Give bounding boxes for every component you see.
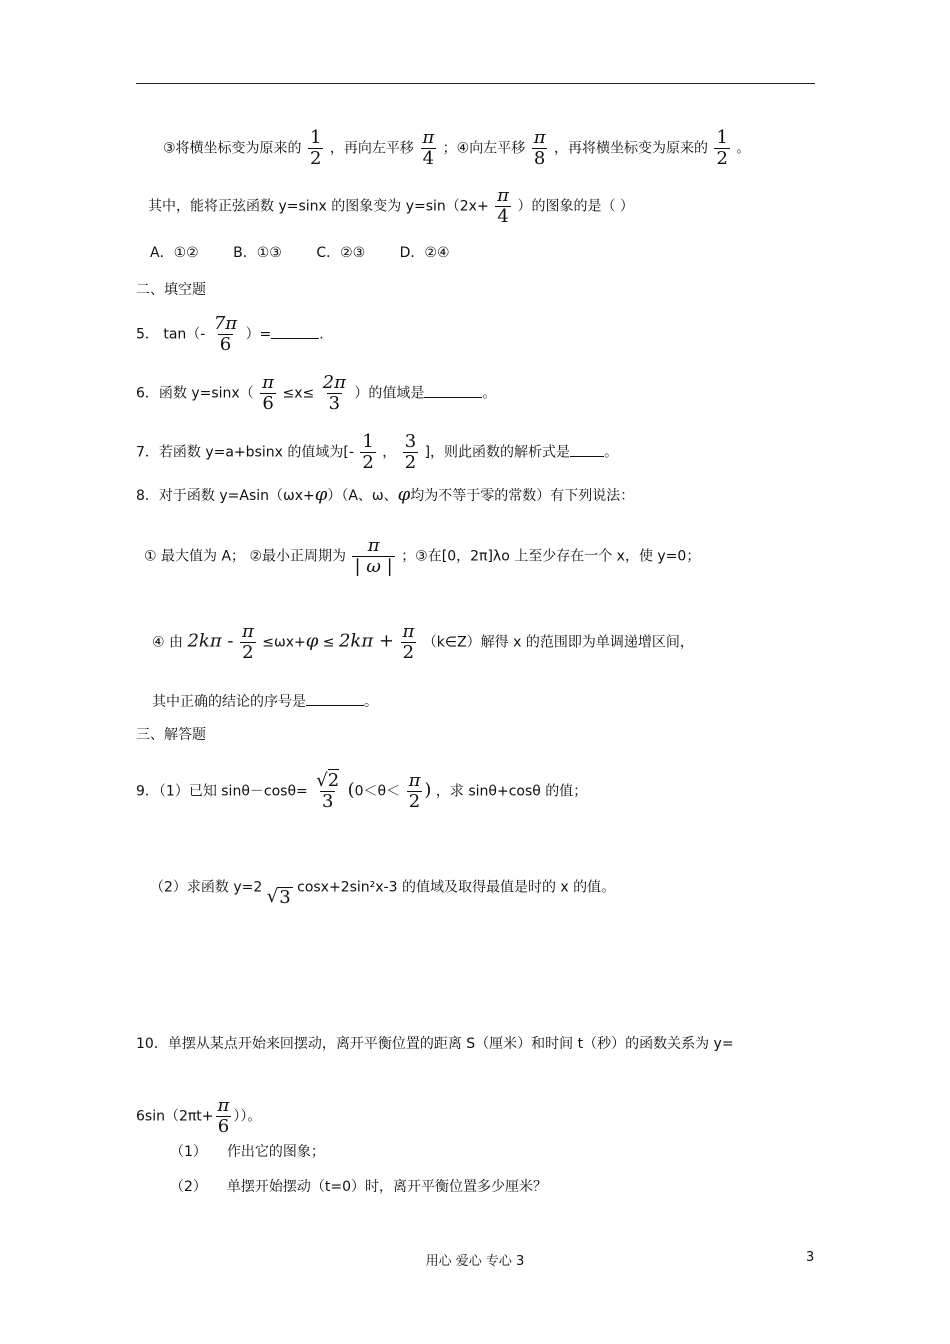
text: ）的图象的是（ ） — [517, 198, 634, 215]
text: （1） — [170, 1144, 207, 1160]
text: 作出它的图象； — [226, 1144, 325, 1160]
text: 6sin（2πt+ — [136, 1108, 214, 1125]
text: 。 — [736, 140, 751, 157]
text: ③将横坐标变为原来的 — [163, 140, 302, 157]
text: . — [319, 326, 324, 343]
text: （k∈Z）解得 x 的范围即为单调递增区间， — [422, 634, 694, 651]
section-heading-answer: 三、解答题 — [136, 727, 206, 743]
answer-blank[interactable] — [306, 691, 364, 706]
text: ）= — [245, 326, 272, 343]
text: 0＜θ＜ — [354, 783, 401, 800]
text: ≤x≤ — [282, 385, 315, 402]
text: 8．对于函数 y=Asin（ωx+ — [136, 488, 315, 504]
header-rule — [136, 83, 815, 84]
page-number: 3 — [806, 1250, 815, 1265]
answer-blank[interactable] — [570, 442, 604, 457]
fraction-pi-over-2: $\frac{\pi}{2}$ — [408, 770, 421, 812]
q9-part1 — [136, 771, 587, 812]
text: 均为不等于零的常数）有下列说法： — [410, 488, 635, 504]
text: ① 最大值为 A； ②最小正周期为 — [144, 548, 347, 565]
q10-sub1 — [170, 1142, 325, 1162]
text: ， — [382, 444, 397, 461]
q7 — [136, 432, 618, 473]
q9-part2 — [150, 877, 616, 908]
fraction-pi-over-4: $\frac{\pi}{4}$ — [497, 185, 509, 227]
answer-blank[interactable] — [424, 383, 482, 398]
q5 — [136, 314, 324, 355]
text: ））。 — [233, 1108, 262, 1125]
text: ]，则此函数的解析式是 — [424, 444, 571, 461]
text: 6．函数 y=sinx（ — [136, 385, 254, 402]
q8-statements-1-3 — [144, 536, 700, 577]
text: 其中正确的结论的序号是 — [152, 694, 306, 710]
text: cosx+2sin²x-3 的值域及取得最值是时的 x 的值。 — [297, 879, 616, 896]
choice-b[interactable]: B．①③ — [233, 245, 282, 261]
text: ，再将横坐标变为原来的 — [553, 140, 708, 157]
q10-sub2 — [170, 1177, 547, 1197]
q8-stem — [136, 485, 634, 506]
q4-stem — [148, 186, 634, 227]
fraction-pi-over-6: $\frac{\pi}{6}$ — [262, 372, 275, 414]
text: 。 — [364, 694, 378, 710]
text: ；④向左平移 — [442, 140, 526, 157]
section-heading-fill-in: 二、填空题 — [136, 282, 206, 298]
text: ≤ — [322, 634, 335, 651]
phi-symbol: φ — [305, 630, 319, 652]
phi-symbol: φ — [314, 484, 328, 505]
fraction-sqrt2-over-3: $\frac{√2}{3}$ — [316, 770, 340, 812]
text: 。 — [604, 444, 619, 461]
text: 7．若函数 y=a+bsinx 的值域为[- — [136, 444, 354, 461]
right-paren: ) — [424, 779, 432, 801]
fraction-2pi-over-3: $\frac{2\pi}{3}$ — [322, 372, 346, 414]
sqrt-3: √ 3 — [266, 886, 291, 908]
text: 其中，能将正弦函数 y=sinx 的图象变为 y=sin（2x+ — [148, 198, 489, 215]
text: 。 — [482, 385, 497, 402]
text: （2） — [170, 1179, 207, 1195]
q10-stem: 10．单摆从某点开始来回摆动，离开平衡位置的距离 S（厘米）和时间 t（秒）的函数关系为 y= — [136, 1036, 734, 1052]
fraction-7pi-over-6: $\frac{7\pi}{6}$ — [213, 313, 238, 355]
choice-c[interactable]: C．②③ — [316, 245, 366, 261]
math-expression: 2kπ + — [338, 630, 395, 652]
q8-conclusion — [152, 691, 378, 712]
text: 5． tan（- — [136, 326, 206, 343]
fraction-pi-over-2: $\frac{\pi}{2}$ — [402, 621, 415, 663]
fraction-pi-over-abs-omega: $\frac{\pi}{| \omega |}$ — [354, 535, 393, 577]
page-footer: 用心 爱心 专心 3 — [425, 1254, 525, 1269]
q4-options-line — [163, 128, 750, 169]
fraction-pi-over-8: $\frac{\pi}{8}$ — [533, 127, 546, 169]
choice-d[interactable]: D．②④ — [399, 245, 450, 261]
fraction-three-halves: $\frac{3}{2}$ — [404, 431, 417, 473]
text: 单摆开始摆动（t=0）时，离开平衡位置多少厘米？ — [226, 1179, 548, 1195]
fraction-one-half: $\frac{1}{2}$ — [716, 127, 728, 169]
phi-symbol: φ — [397, 484, 411, 505]
text: ④ 由 — [152, 634, 184, 651]
text: ；③在[0，2π]λο 上至少存在一个 x，使 y=0； — [401, 548, 701, 565]
choice-a[interactable]: A．①② — [150, 245, 199, 261]
text: ，求 sinθ+cosθ 的值； — [435, 783, 588, 800]
fraction-pi-over-6: $\frac{\pi}{6}$ — [217, 1095, 230, 1137]
left-paren: ( — [347, 779, 355, 801]
fraction-pi-over-2: $\frac{\pi}{2}$ — [241, 621, 254, 663]
fraction-one-half: $\frac{1}{2}$ — [362, 431, 374, 473]
text: （2）求函数 y=2 — [150, 879, 263, 896]
text: ）（A、ω、 — [327, 488, 398, 504]
q10-formula — [136, 1096, 261, 1137]
q8-statement-4 — [152, 622, 694, 663]
text: ，再向左平移 — [329, 140, 414, 157]
q6 — [136, 373, 496, 414]
text: ）的值域是 — [354, 385, 425, 402]
q4-choices — [150, 243, 480, 263]
math-expression: 2kπ - — [187, 630, 234, 652]
text: 9．（1）已知 sinθ－cosθ= — [136, 783, 308, 800]
fraction-pi-over-4: $\frac{\pi}{4}$ — [422, 127, 435, 169]
text: ≤ωx+ — [262, 634, 306, 651]
answer-blank[interactable] — [271, 324, 319, 339]
fraction-one-half: $\frac{1}{2}$ — [310, 127, 322, 169]
